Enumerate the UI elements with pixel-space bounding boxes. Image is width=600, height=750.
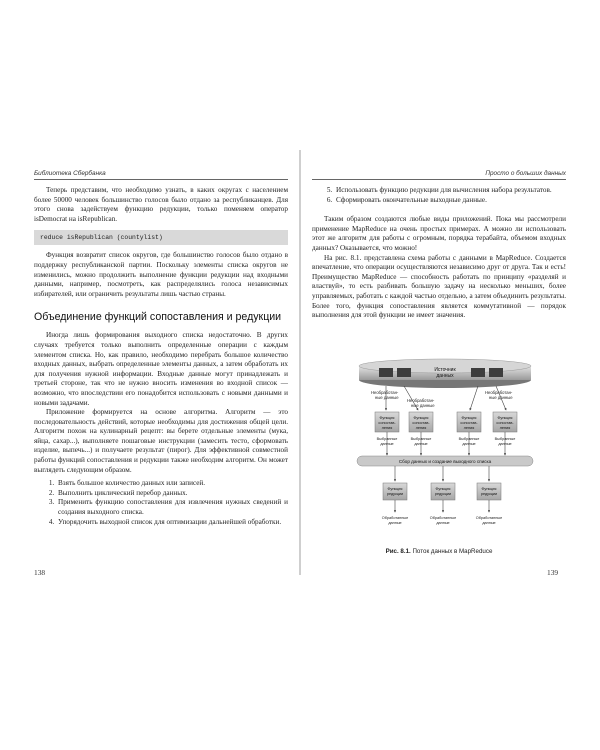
- data-block: [489, 368, 503, 377]
- reduce-label: редукции: [480, 492, 498, 496]
- selected-data-label: Выбранные: [458, 437, 480, 441]
- map-label: ления: [381, 426, 393, 430]
- map-label: Функция: [413, 416, 429, 420]
- figure-caption-text: Поток данных в MapReduce: [412, 548, 493, 555]
- algorithm-steps-list: [34, 479, 288, 527]
- section-heading: Объединение функций сопоставления и редукции: [34, 311, 282, 324]
- left-para-3: Иногда лишь формирования выходного списка недостаточно. В других случаях требуется только выполнить определенные операции с каждым элементом списка. Но, как правило, необходимо перебрать большое количество входных данных, выбрать определенные элементы данных, а затем обработать их для получения нужной информации. Входные данные могут принадлежать и третьей стороне, так что не нужно вносить изменения во входной список — возможно, что впоследствии его понадобится использовать с новыми данными и новыми задачами.: [34, 331, 288, 407]
- mapreduce-figure: [355, 358, 535, 544]
- list-item: 5. Использовать функцию редукции для вычисления набора результатов.: [334, 186, 566, 196]
- left-para-4: Приложение формируется на основе алгоритма. Алгоритм — это последовательность действий, которые необходимы для достижения общей цели. Алгоритм похож на кулинарный рецепт: вы берете отдельные элементы (мука, яйца, сахар...), выполняете пошаговые инструкции (замесить тесто, сформовать изделие, выпечь...) и получаете результат (пирог). Для эффективной совместной работы функций сопоставления и редукции также необходим алгоритм. Он может выглядеть следующим образом.: [34, 408, 288, 474]
- reduce-label: Функция: [387, 487, 403, 491]
- map-label: сопостав-: [460, 421, 478, 425]
- reduce-label: Функция: [481, 487, 497, 491]
- data-source-cylinder: [359, 359, 531, 388]
- map-function-boxes: [375, 412, 517, 432]
- processed-data-label: данные: [436, 521, 450, 525]
- raw-data-label: Необработан-: [407, 398, 435, 403]
- right-para-1: Таким образом создаются любые виды приложений. Пока мы рассмотрели применение MapReduce на очень простых примерах. А можно ли использовать этот же алгоритм для работы с огромным, порядка терабайта, объемом входных данных? Оказывается, что можно!: [312, 215, 566, 252]
- figure-caption: [312, 548, 566, 555]
- left-para-2: Функция возвратит список округов, где большинство голосов было отдано в поддержку республиканской партии. Поскольку элементы списка округов не изменились, можно продолжить выполнение функции редукции над входными данными, например, посмотреть, как распределялись голоса независимых избирателей, или ограничить результаты лишь частью страны.: [34, 251, 288, 298]
- reduce-function-boxes: [383, 483, 501, 500]
- mapreduce-diagram: [355, 358, 535, 544]
- data-block: [471, 368, 485, 377]
- left-running-head-text: Библиотека Сбербанка: [34, 170, 106, 177]
- source-label: данных: [436, 373, 454, 379]
- processed-data-label: Обработанные: [381, 516, 409, 520]
- list-item: 6. Сформировать окончательные выходные данные.: [334, 196, 566, 206]
- collect-output-bar: [357, 456, 533, 466]
- selected-data-label: данные: [498, 442, 512, 446]
- list-item: 4. Упорядочить выходной список для оптимизации дальнейшей обработки.: [56, 518, 288, 528]
- data-block: [397, 368, 411, 377]
- map-label: сопостав-: [412, 421, 430, 425]
- code-block: reduce isRepublican (countylist): [34, 230, 288, 245]
- map-label: Функция: [379, 416, 395, 420]
- book-spine: [299, 150, 301, 575]
- reduce-label: редукции: [434, 492, 452, 496]
- left-para-1: Теперь представим, что необходимо узнать, в каких округах с населением более 50000 человек большинство голосов было отдано за республиканцев. Для этого снова задействуем функцию редукции, только поменяем оператор isDemocrat на isRepublican.: [34, 186, 288, 223]
- data-block: [379, 368, 393, 377]
- map-label: Функция: [497, 416, 513, 420]
- raw-data-label: ные данные: [411, 403, 435, 408]
- selected-data-label: Выбранные: [376, 437, 398, 441]
- list-item: 3. Применить функцию сопоставления для извлечения нужных сведений и создания выходного списка.: [56, 498, 288, 517]
- collect-label: Сбор данных и создание выходного списка: [398, 459, 492, 464]
- left-page: [34, 168, 288, 527]
- list-item: 1. Взять большое количество данных или записей.: [56, 479, 288, 489]
- raw-data-label: Необработан-: [485, 390, 513, 395]
- left-running-head: [34, 168, 288, 180]
- reduce-label: Функция: [435, 487, 451, 491]
- processed-data-label: Обработанные: [475, 516, 503, 520]
- processed-data-label: данные: [388, 521, 402, 525]
- selected-data-label: Выбранные: [410, 437, 432, 441]
- figure-caption-prefix: Рис. 8.1.: [385, 548, 411, 555]
- right-para-2: На рис. 8.1. представлена схема работы с данными в MapReduce. Создается впечатление, что операции осуществляются независимо друг от друга. Так и есть! Преимущество MapReduce — способность работать по принципу «разделяй и властвуй», то есть разбивать большую задачу на несколько меньших, более управляемых, работать с каждой частью отдельно, а затем объединить результаты. Более того, функция сопоставления является коммутативной — порядок выполнения для этой функции не имеет значения.: [312, 253, 566, 320]
- reduce-label: редукции: [386, 492, 404, 496]
- map-label: ления: [415, 426, 427, 430]
- processed-data-label: данные: [482, 521, 496, 525]
- selected-data-label: данные: [380, 442, 394, 446]
- processed-data-label: Обработанные: [429, 516, 457, 520]
- raw-data-label: Необработан-: [371, 390, 399, 395]
- source-label: Источник: [434, 367, 456, 373]
- algorithm-steps-list-continued: [312, 186, 566, 205]
- right-running-head: [312, 168, 566, 180]
- list-item: 2. Выполнить циклический перебор данных.: [56, 489, 288, 499]
- selected-data-label: данные: [462, 442, 476, 446]
- raw-data-label: ные данные: [489, 395, 513, 400]
- selected-data-label: данные: [414, 442, 428, 446]
- raw-data-label: ные данные: [375, 395, 399, 400]
- map-label: Функция: [461, 416, 477, 420]
- selected-data-label: Выбранные: [494, 437, 516, 441]
- right-page-number: 139: [547, 568, 559, 577]
- map-label: сопостав-: [496, 421, 514, 425]
- map-label: ления: [463, 426, 475, 430]
- map-label: ления: [499, 426, 511, 430]
- right-running-head-text: Просто о больших данных: [485, 170, 566, 177]
- map-label: сопостав-: [378, 421, 396, 425]
- right-page: [312, 168, 566, 321]
- left-page-number: 138: [34, 568, 46, 577]
